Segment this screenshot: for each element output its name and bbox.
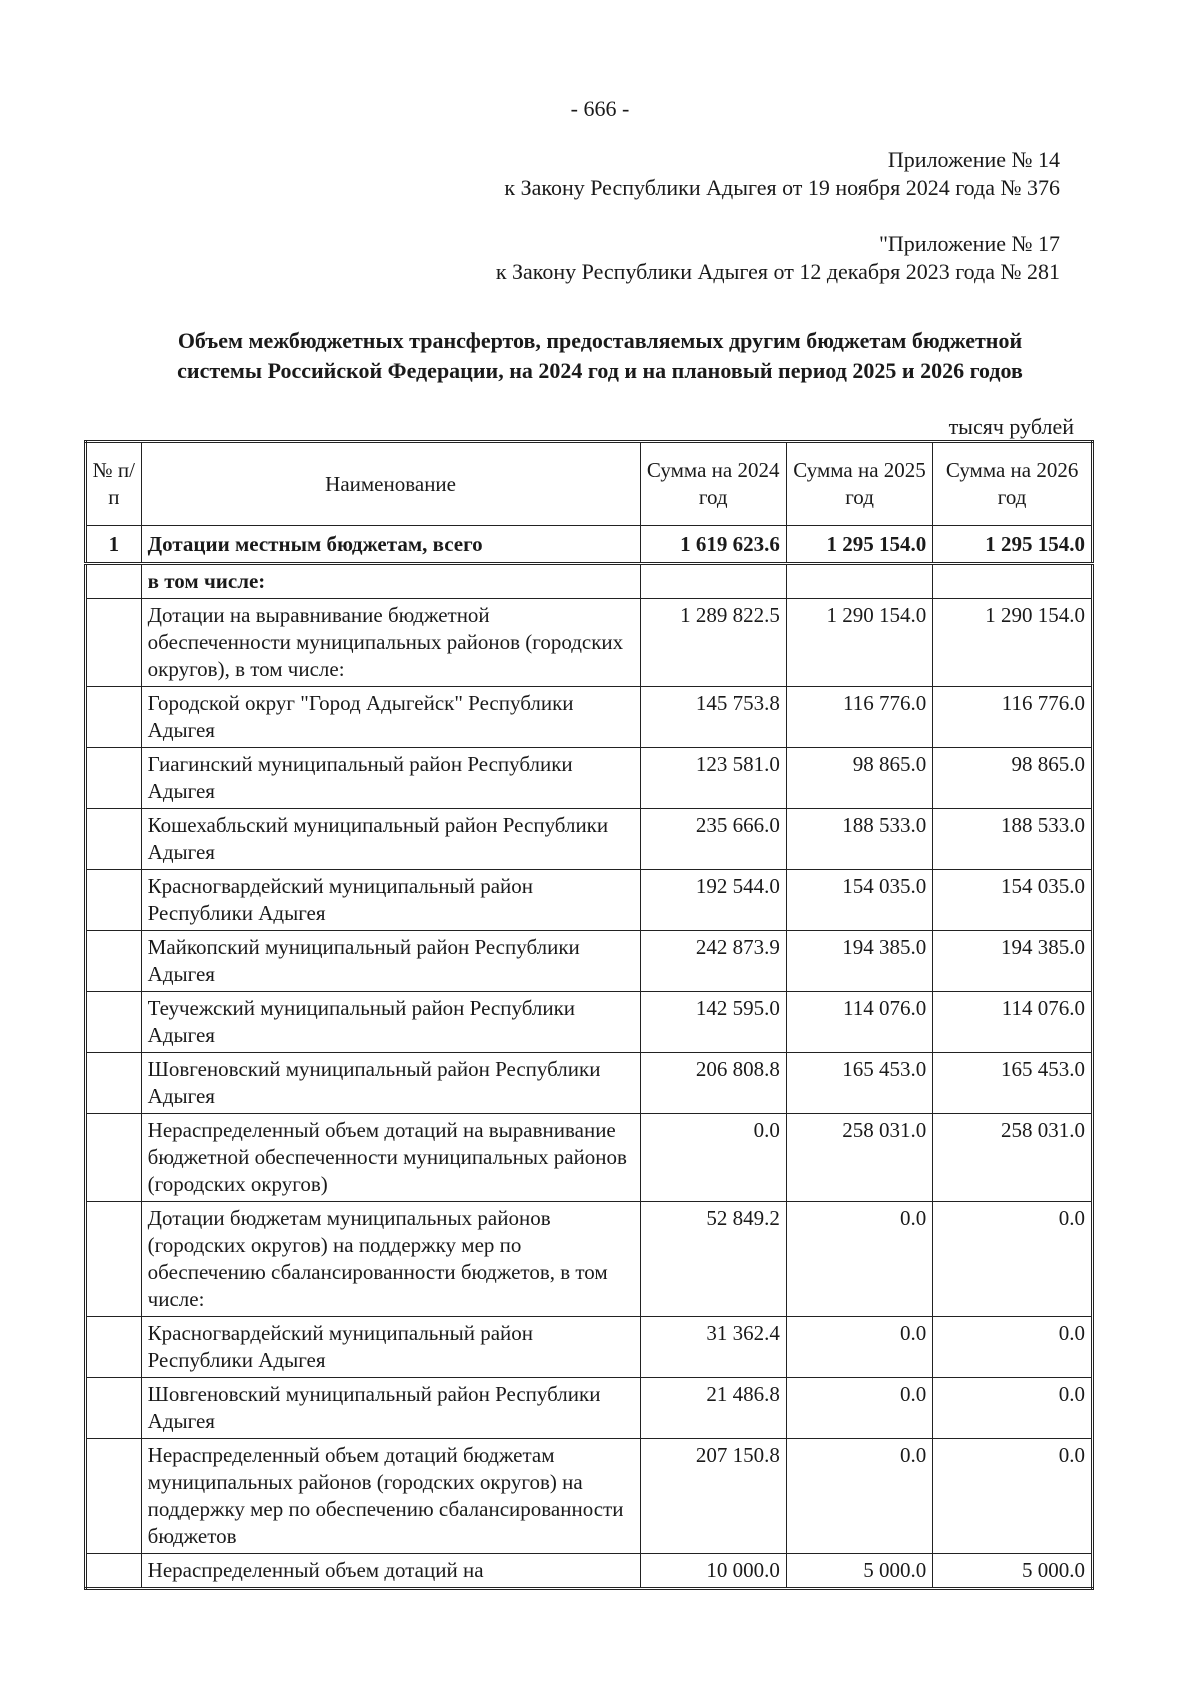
row-name: Гиагинский муниципальный район Республики Адыгея — [141, 748, 640, 809]
row-value-2026: 258 031.0 — [933, 1114, 1093, 1202]
row-number — [86, 1317, 142, 1378]
row-value-2025: 1 295 154.0 — [786, 526, 932, 564]
row-value-2025: 98 865.0 — [786, 748, 932, 809]
header-2025: Сумма на 2025 год — [786, 442, 932, 526]
row-value-2026: 0.0 — [933, 1202, 1093, 1317]
table-row — [86, 564, 1093, 599]
header-2026: Сумма на 2026 год — [933, 442, 1093, 526]
row-value-2025: 258 031.0 — [786, 1114, 932, 1202]
row-number: 1 — [86, 526, 142, 564]
row-value-2026: 1 290 154.0 — [933, 599, 1093, 687]
amended-appendix-reference — [496, 230, 1060, 286]
row-value-2024: 235 666.0 — [640, 809, 786, 870]
row-value-2026: 5 000.0 — [933, 1554, 1093, 1589]
row-name: Теучежский муниципальный район Республики Адыгея — [141, 992, 640, 1053]
row-value-2024: 31 362.4 — [640, 1317, 786, 1378]
units-label: тысяч рублей — [948, 414, 1074, 439]
row-name: Нераспределенный объем дотаций бюджетам муниципальных районов (городских округов) на поддержку мер по обеспечению сбалансированности бюджетов — [141, 1439, 640, 1554]
table-row — [86, 992, 1093, 1053]
row-number — [86, 748, 142, 809]
row-name: Дотации бюджетам муниципальных районов (городских округов) на поддержку мер по обеспечению сбалансированности бюджетов, в том числе: — [141, 1202, 640, 1317]
row-name: Городской округ "Город Адыгейск" Республики Адыгея — [141, 687, 640, 748]
row-value-2024: 145 753.8 — [640, 687, 786, 748]
table-row — [86, 599, 1093, 687]
row-name: Дотации на выравнивание бюджетной обеспеченности муниципальных районов (городских округов), в том числе: — [141, 599, 640, 687]
row-name: Нераспределенный объем дотаций на — [141, 1554, 640, 1589]
table-row — [86, 1439, 1093, 1554]
row-value-2026: 0.0 — [933, 1439, 1093, 1554]
row-value-2026: 114 076.0 — [933, 992, 1093, 1053]
row-value-2026: 194 385.0 — [933, 931, 1093, 992]
amended-appendix-law: к Закону Республики Адыгея от 12 декабря 2023 года № 281 — [495, 259, 1060, 284]
table-row — [86, 748, 1093, 809]
row-value-2025 — [786, 564, 932, 599]
table-row — [86, 870, 1093, 931]
row-value-2025: 1 290 154.0 — [786, 599, 932, 687]
row-name: Дотации местным бюджетам, всего — [141, 526, 640, 564]
table-row — [86, 526, 1093, 564]
row-value-2026: 165 453.0 — [933, 1053, 1093, 1114]
table-row — [86, 809, 1093, 870]
row-name: Красногвардейский муниципальный район Республики Адыгея — [141, 1317, 640, 1378]
row-value-2025: 165 453.0 — [786, 1053, 932, 1114]
row-number — [86, 1053, 142, 1114]
table-row — [86, 931, 1093, 992]
row-value-2025: 0.0 — [786, 1378, 932, 1439]
row-value-2026 — [933, 564, 1093, 599]
header-num: № п/п — [86, 442, 142, 526]
row-value-2025: 0.0 — [786, 1317, 932, 1378]
row-value-2025: 194 385.0 — [786, 931, 932, 992]
row-number — [86, 870, 142, 931]
row-value-2025: 154 035.0 — [786, 870, 932, 931]
row-number — [86, 599, 142, 687]
row-value-2024: 192 544.0 — [640, 870, 786, 931]
row-value-2024: 1 289 822.5 — [640, 599, 786, 687]
row-number — [86, 992, 142, 1053]
header-name: Наименование — [141, 442, 640, 526]
row-value-2024: 52 849.2 — [640, 1202, 786, 1317]
row-value-2024 — [640, 564, 786, 599]
row-value-2026: 1 295 154.0 — [933, 526, 1093, 564]
title-line-1: Объем межбюджетных трансфертов, предоставляемых другим бюджетам бюджетной — [177, 328, 1023, 353]
table-row — [86, 1378, 1093, 1439]
row-value-2026: 154 035.0 — [933, 870, 1093, 931]
page-number: - 666 - — [570, 96, 630, 121]
row-name: Шовгеновский муниципальный район Республики Адыгея — [141, 1378, 640, 1439]
table-row — [86, 1317, 1093, 1378]
row-name: Нераспределенный объем дотаций на выравнивание бюджетной обеспеченности муниципальных районов (городских округов) — [141, 1114, 640, 1202]
row-value-2025: 114 076.0 — [786, 992, 932, 1053]
table-row — [86, 687, 1093, 748]
row-value-2026: 0.0 — [933, 1317, 1093, 1378]
row-value-2024: 10 000.0 — [640, 1554, 786, 1589]
row-value-2026: 116 776.0 — [933, 687, 1093, 748]
row-value-2024: 206 808.8 — [640, 1053, 786, 1114]
document-title — [100, 326, 1100, 386]
row-number — [86, 564, 142, 599]
row-number — [86, 931, 142, 992]
table-row — [86, 1053, 1093, 1114]
row-value-2024: 1 619 623.6 — [640, 526, 786, 564]
row-number — [86, 809, 142, 870]
row-name: Кошехабльский муниципальный район Республики Адыгея — [141, 809, 640, 870]
table-row — [86, 1114, 1093, 1202]
row-value-2025: 0.0 — [786, 1439, 932, 1554]
row-name: Шовгеновский муниципальный район Республики Адыгея — [141, 1053, 640, 1114]
row-value-2025: 0.0 — [786, 1202, 932, 1317]
table-row — [86, 1554, 1093, 1589]
row-value-2024: 242 873.9 — [640, 931, 786, 992]
row-number — [86, 1202, 142, 1317]
row-value-2024: 207 150.8 — [640, 1439, 786, 1554]
row-value-2025: 188 533.0 — [786, 809, 932, 870]
row-number — [86, 687, 142, 748]
row-value-2025: 5 000.0 — [786, 1554, 932, 1589]
row-name: Майкопский муниципальный район Республики Адыгея — [141, 931, 640, 992]
title-line-2: системы Российской Федерации, на 2024 год и на плановый период 2025 и 2026 годов — [177, 358, 1023, 383]
row-value-2024: 123 581.0 — [640, 748, 786, 809]
appendix-law: к Закону Республики Адыгея от 19 ноября 2024 года № 376 — [504, 175, 1060, 200]
row-value-2025: 116 776.0 — [786, 687, 932, 748]
header-2024: Сумма на 2024 год — [640, 442, 786, 526]
appendix-number: Приложение № 14 — [887, 147, 1060, 172]
row-value-2026: 0.0 — [933, 1378, 1093, 1439]
appendix-reference — [504, 146, 1060, 202]
transfers-table — [84, 440, 1094, 1590]
row-number — [86, 1378, 142, 1439]
row-number — [86, 1554, 142, 1589]
row-name: Красногвардейский муниципальный район Республики Адыгея — [141, 870, 640, 931]
table-header-row — [86, 442, 1093, 526]
row-value-2026: 98 865.0 — [933, 748, 1093, 809]
row-value-2024: 0.0 — [640, 1114, 786, 1202]
row-number — [86, 1439, 142, 1554]
amended-appendix-number: "Приложение № 17 — [878, 231, 1060, 256]
row-value-2026: 188 533.0 — [933, 809, 1093, 870]
row-number — [86, 1114, 142, 1202]
table-row — [86, 1202, 1093, 1317]
row-name: в том числе: — [141, 564, 640, 599]
row-value-2024: 142 595.0 — [640, 992, 786, 1053]
row-value-2024: 21 486.8 — [640, 1378, 786, 1439]
